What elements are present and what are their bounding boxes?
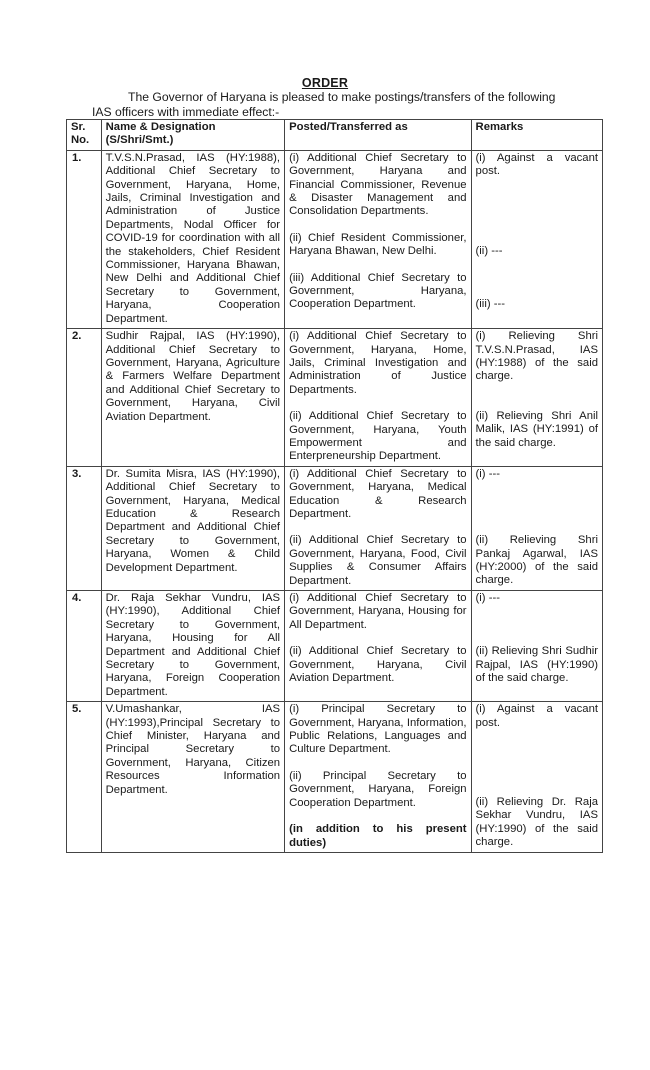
remark-item: (ii) ---: [475, 244, 503, 257]
row-posted: [285, 591, 471, 702]
row-sr-no: 1.: [67, 150, 102, 328]
table-row: [67, 591, 603, 702]
postings-table: [66, 119, 603, 853]
table-header-row: [67, 120, 603, 151]
row-name-designation: T.V.S.N.Prasad, IAS (HY:1988), Additional Chief Secretary to Government, Haryana, Home, Jails, Criminal Investigation and Administration of Justice Departments, Nodal Officer for COVID-19 for coordination with all the stakeholders, Chief Resident Commissioner, Haryana Bhawan, New Delhi and Additional Chief Secretary to Government, Haryana, Cooperation Department.: [101, 150, 284, 328]
table-row: [67, 329, 603, 467]
remark-item: (i) Relieving Shri T.V.S.N.Prasad, IAS (HY:1988) of the said charge.: [475, 330, 598, 383]
row-name-designation: V.Umashankar, IAS (HY:1993),Principal Secretary to Chief Minister, Haryana and Principal Secretary to Government, Haryana, Citizen Resources Information Department.: [101, 702, 284, 853]
header-remarks: Remarks: [471, 120, 602, 151]
row-name-designation: Sudhir Rajpal, IAS (HY:1990), Additional Chief Secretary to Government, Haryana, Agriculture & Farmers Welfare Department and Additional Chief Secretary to Government, Haryana, Civil Aviation Department.: [101, 329, 284, 467]
remark-item: (ii) Relieving Shri Sudhir Rajpal, IAS (HY:1990) of the said charge.: [475, 645, 598, 685]
posted-note: (in addition to his present duties): [289, 823, 467, 849]
row-posted: [285, 150, 471, 328]
posted-item: (i) Additional Chief Secretary to Government, Haryana and Financial Commissioner, Revenue & Disaster Management and Consolidation Departments.: [289, 151, 467, 218]
row-remarks: [471, 329, 602, 467]
row-remarks: [471, 591, 602, 702]
header-sr-no: Sr. No.: [67, 120, 102, 151]
row-remarks: [471, 702, 602, 853]
intro-text-line-1: The Governor of Haryana is pleased to make postings/transfers of the following: [128, 90, 556, 104]
table-row: [67, 466, 603, 590]
table-row: [67, 150, 603, 328]
remark-item: (i) ---: [475, 592, 500, 604]
header-posted-transferred: Posted/Transferred as: [285, 120, 471, 151]
posted-item: (i) Additional Chief Secretary to Government, Haryana, Home, Jails, Criminal Investigation and Administration of Justice Departments.: [289, 330, 467, 396]
posted-item: (i) Principal Secretary to Government, Haryana, Information, Public Relations, Languages and Culture Department.: [289, 703, 467, 756]
row-sr-no: 4.: [67, 591, 102, 702]
remark-item: (iii) ---: [475, 298, 506, 311]
intro-text-line-2: IAS officers with immediate effect:-: [92, 105, 280, 119]
order-heading: ORDER: [301, 76, 349, 90]
posted-item: (i) Additional Chief Secretary to Government, Haryana, Housing for All Department.: [289, 592, 467, 631]
row-remarks: [471, 466, 602, 590]
row-posted: [285, 329, 471, 467]
remark-item: (ii) Relieving Shri Anil Malik, IAS (HY:1991) of the said charge.: [475, 409, 598, 449]
row-remarks: [471, 150, 602, 328]
row-sr-no: 3.: [67, 466, 102, 590]
row-sr-no: 5.: [67, 702, 102, 853]
table-row: [67, 702, 603, 853]
posted-item: (ii) Additional Chief Secretary to Government, Haryana, Food, Civil Supplies & Consumer Affairs Department.: [289, 534, 467, 587]
row-posted: [285, 466, 471, 590]
row-name-designation: Dr. Sumita Misra, IAS (HY:1990), Additional Chief Secretary to Government, Haryana, Medical Education & Research Department and Additional Chief Secretary to Government, Haryana, Women & Child Development Department.: [101, 466, 284, 590]
row-posted: [285, 702, 471, 853]
posted-item: (ii) Chief Resident Commissioner, Haryana Bhawan, New Delhi.: [289, 231, 467, 258]
remark-item: (i) ---: [475, 467, 500, 480]
posted-item: (ii) Additional Chief Secretary to Government, Haryana, Civil Aviation Department.: [289, 645, 467, 685]
row-name-designation: Dr. Raja Sekhar Vundru, IAS (HY:1990), Additional Chief Secretary to Government, Haryana, Housing for All Department and Additional Chief Secretary to Government, Haryana, Foreign Cooperation Department.: [101, 591, 284, 702]
header-name-designation: Name & Designation (S/Shri/Smt.): [101, 120, 284, 151]
posted-item: (i) Additional Chief Secretary to Government, Haryana, Medical Education & Research Department.: [289, 467, 467, 520]
remark-item: (i) Against a vacant post.: [475, 151, 598, 178]
posted-item: (ii) Principal Secretary to Government, Haryana, Foreign Cooperation Department.: [289, 769, 467, 809]
posted-item: (ii) Additional Chief Secretary to Government, Haryana, Youth Empowerment and Enterpreneurship Department.: [289, 410, 467, 463]
posted-item: (iii) Additional Chief Secretary to Government, Haryana, Cooperation Department.: [289, 271, 467, 311]
remark-item: (ii) Relieving Shri Pankaj Agarwal, IAS (HY:2000) of the said charge.: [475, 534, 598, 587]
remark-item: (i) Against a vacant post.: [475, 703, 598, 729]
row-sr-no: 2.: [67, 329, 102, 467]
remark-item: (ii) Relieving Dr. Raja Sekhar Vundru, IAS (HY:1990) of the said charge.: [475, 796, 598, 849]
